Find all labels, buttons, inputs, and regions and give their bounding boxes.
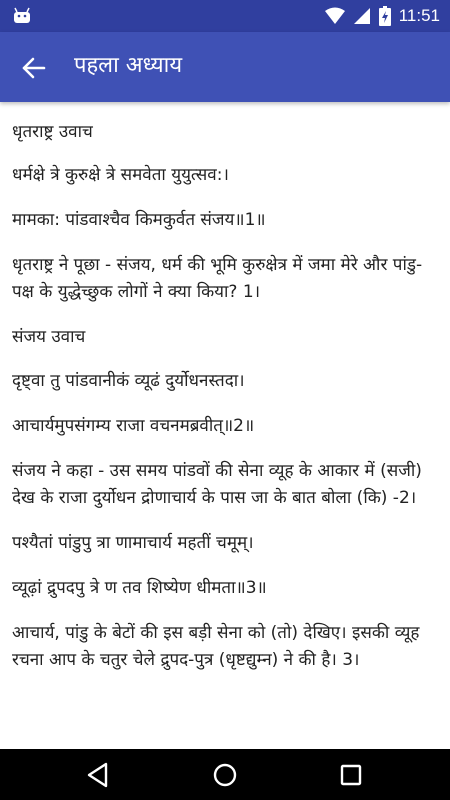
verse-text: धृतराष्ट्र उवाच: [12, 122, 93, 142]
recents-square-icon[interactable]: [337, 761, 365, 789]
battery-charging-icon: [379, 6, 391, 26]
arrow-back-icon[interactable]: [20, 54, 48, 82]
verse-text: व्यूढ़ां द्रुपदपु त्रे ण तव शिष्येण धीमता॥3॥: [12, 578, 267, 598]
verse-text: धर्मक्षे त्रे कुरुक्षे त्रे समवेता युयुत्सव:।: [12, 165, 229, 185]
chapter-content[interactable]: [0, 102, 450, 749]
cellular-signal-icon: [353, 7, 371, 25]
verse-text: आचार्यमुपसंगम्य राजा वचनमब्रवीत्॥2॥: [12, 416, 255, 436]
verse-text: मामका: पांडवाश्चैव किमकुर्वत संजय॥1॥: [12, 210, 266, 230]
clock-time: 11:51: [398, 6, 440, 25]
verse-text: संजय उवाच: [12, 327, 86, 347]
home-circle-icon[interactable]: [211, 761, 239, 789]
navigation-bar: [0, 749, 450, 800]
verse-text: आचार्य, पांडु के बेटों की इस बड़ी सेना को (तो) देखिए। इसकी व्यूह रचना आप के चतुर चेले द्रुपद-पुत्र (धृष्टद्युम्न) ने की है। 3।: [12, 623, 420, 670]
app-bar: [0, 32, 450, 102]
page-title: पहला अध्याय: [74, 53, 183, 78]
verse-text: दृष्ट्वा तु पांडवानीकं व्यूढं दुर्योधनस्तदा।: [12, 371, 245, 391]
verse-text: संजय ने कहा - उस समय पांडवों की सेना व्यूह के आकार में (सजी) देख के राजा दुर्योधन द्रोणाचार्य के पास जा के बात बोला (कि) -2।: [12, 461, 422, 508]
wifi-icon: [325, 7, 345, 25]
back-triangle-icon[interactable]: [84, 761, 112, 789]
android-icon: [12, 7, 32, 25]
status-bar: [0, 0, 450, 32]
verse-text: पश्यैतां पांडुपु त्रा णामाचार्य महतीं चमूम्।: [12, 533, 254, 553]
verse-text: धृतराष्ट्र ने पूछा - संजय, धर्म की भूमि कुरुक्षेत्र में जमा मेरे और पांडु-पक्ष के युद्धेच्छुक लोगों ने क्या किया? 1।: [12, 255, 423, 302]
